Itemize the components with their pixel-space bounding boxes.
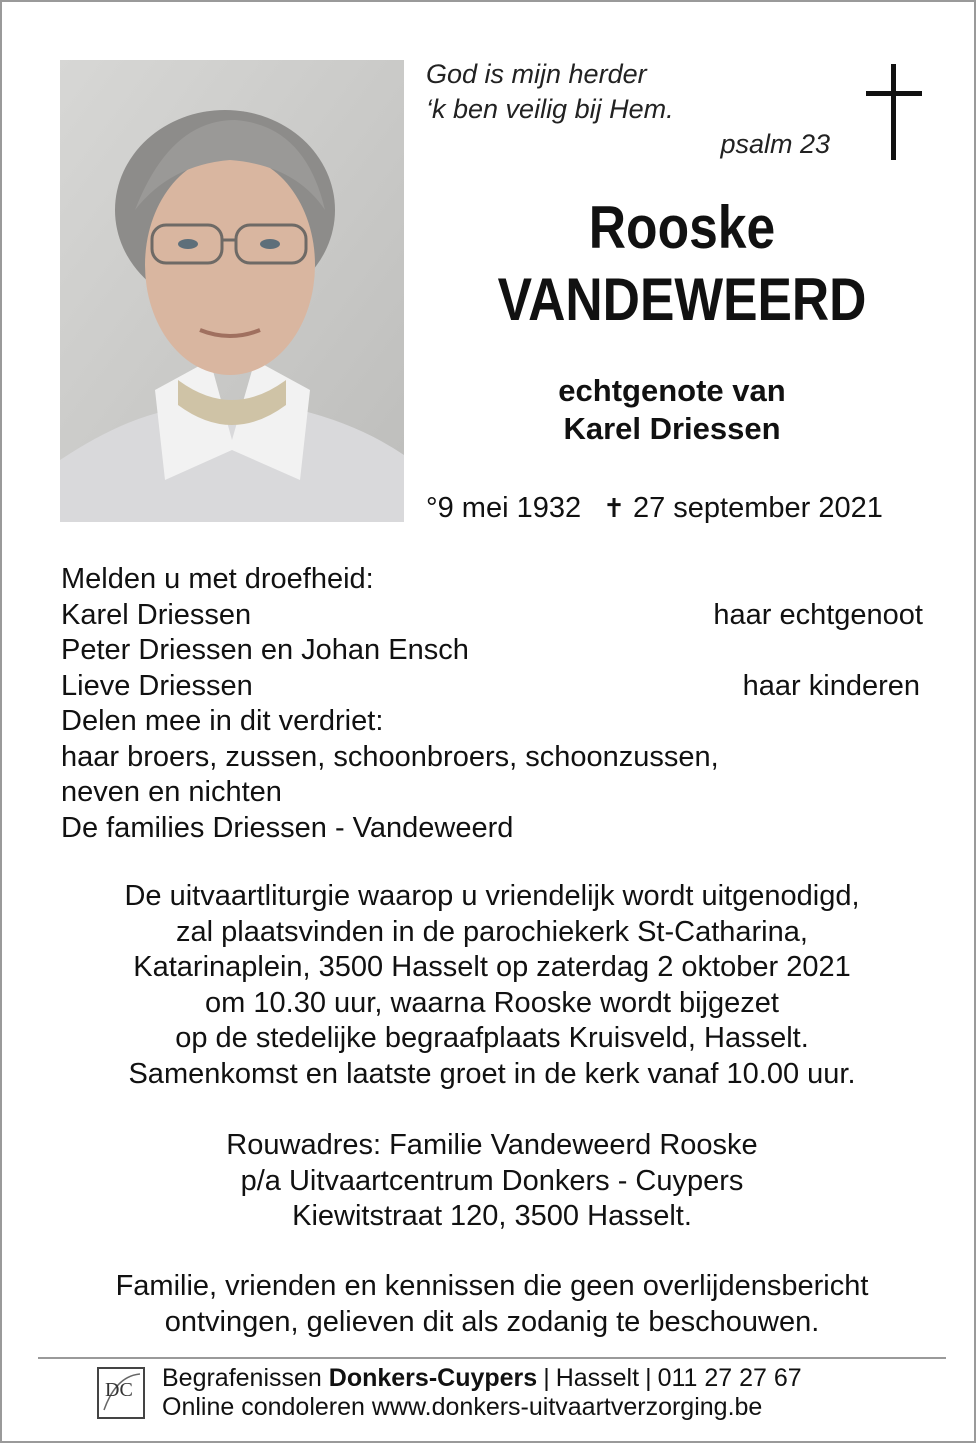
notice-line: ontvingen, gelieven dit als zodanig te beschouwen. xyxy=(164,1305,820,1338)
website-link[interactable]: www.donkers-uitvaartverzorging.be xyxy=(371,1393,763,1421)
funeral-line: Katarinaplein, 3500 Hasselt op zaterdag 2 oktober 2021 xyxy=(133,951,851,983)
footer-divider xyxy=(38,1357,946,1359)
svg-text:DC: DC xyxy=(105,1379,133,1401)
family-row xyxy=(61,598,925,634)
family-member-name: Peter Driessen en Johan Ensch xyxy=(61,634,469,666)
psalm-quote xyxy=(426,57,836,162)
death-date: 27 september 2021 xyxy=(632,492,883,524)
funeral-line: De uitvaartliturgie waarop u vriendelijk wordt uitgenodigd, xyxy=(124,880,860,912)
footer-prefix: Begrafenissen xyxy=(162,1364,329,1392)
family-member-relation: haar kinderen xyxy=(742,669,920,702)
spouse-relation xyxy=(442,372,902,448)
footer-separator: | xyxy=(645,1364,652,1392)
address-line: p/a Uitvaartcentrum Donkers - Cuypers xyxy=(240,1164,744,1197)
funeral-home-logo-icon xyxy=(96,1366,146,1420)
psalm-reference: psalm 23 xyxy=(720,129,830,159)
funeral-line: zal plaatsvinden in de parochiekerk St-Catharina, xyxy=(176,915,808,948)
dagger-icon: ✝ xyxy=(603,493,625,523)
share-intro: Delen mee in dit verdriet: xyxy=(61,705,384,737)
funeral-line: Samenkomst en laatste groet in de kerk vanaf 10.00 uur. xyxy=(128,1057,856,1090)
deceased-name xyxy=(467,192,897,336)
footer xyxy=(96,1364,936,1426)
first-name: Rooske xyxy=(588,194,776,261)
notice-line: Familie, vrienden en kennissen die geen overlijdensbericht xyxy=(115,1270,869,1302)
relation-line-2: Karel Driessen xyxy=(563,411,781,446)
psalm-line-2: ‘k ben veilig bij Hem. xyxy=(426,94,674,124)
life-dates xyxy=(426,490,926,526)
family-intro: Melden u met droefheid: xyxy=(61,563,374,595)
family-list xyxy=(61,562,925,846)
relation-line-1: echtgenote van xyxy=(558,373,786,408)
footer-line-1 xyxy=(162,1364,802,1393)
funeral-line: op de stedelijke begraafplaats Kruisveld, Hasselt. xyxy=(175,1022,809,1054)
portrait-photo xyxy=(60,60,404,522)
psalm-line-1: God is mijn herder xyxy=(426,59,647,89)
company-name: Donkers-Cuypers xyxy=(328,1364,538,1392)
birth-date: °9 mei 1932 xyxy=(426,492,582,524)
relatives-line-1: haar broers, zussen, schoonbroers, schoonzussen, xyxy=(61,740,719,773)
relatives-line-2: neven en nichten xyxy=(61,776,282,808)
families-line: De families Driessen - Vandeweerd xyxy=(61,811,514,844)
family-member-name: Karel Driessen xyxy=(61,598,252,631)
address-line: Rouwadres: Familie Vandeweerd Rooske xyxy=(226,1129,758,1161)
latin-cross-icon xyxy=(866,64,922,160)
footer-city: Hasselt xyxy=(555,1364,640,1392)
footer-text xyxy=(162,1364,802,1422)
funeral-line: om 10.30 uur, waarna Rooske wordt bijgezet xyxy=(205,986,779,1019)
footer-phone: 011 27 27 67 xyxy=(657,1364,802,1392)
family-member-relation: haar echtgenoot xyxy=(713,598,923,631)
footer-separator: | xyxy=(543,1364,550,1392)
family-member-relation xyxy=(923,633,925,669)
funeral-details xyxy=(42,879,942,1092)
address-line: Kiewitstraat 120, 3500 Hasselt. xyxy=(292,1200,692,1232)
last-name: VANDEWEERD xyxy=(497,266,867,333)
family-member-name: Lieve Driessen xyxy=(61,669,253,702)
condolence-label: Online condoleren xyxy=(162,1393,372,1421)
family-row xyxy=(61,633,925,669)
footer-line-2 xyxy=(162,1393,802,1422)
notice-text xyxy=(42,1269,942,1340)
mourning-address xyxy=(42,1128,942,1235)
family-row xyxy=(61,669,925,705)
